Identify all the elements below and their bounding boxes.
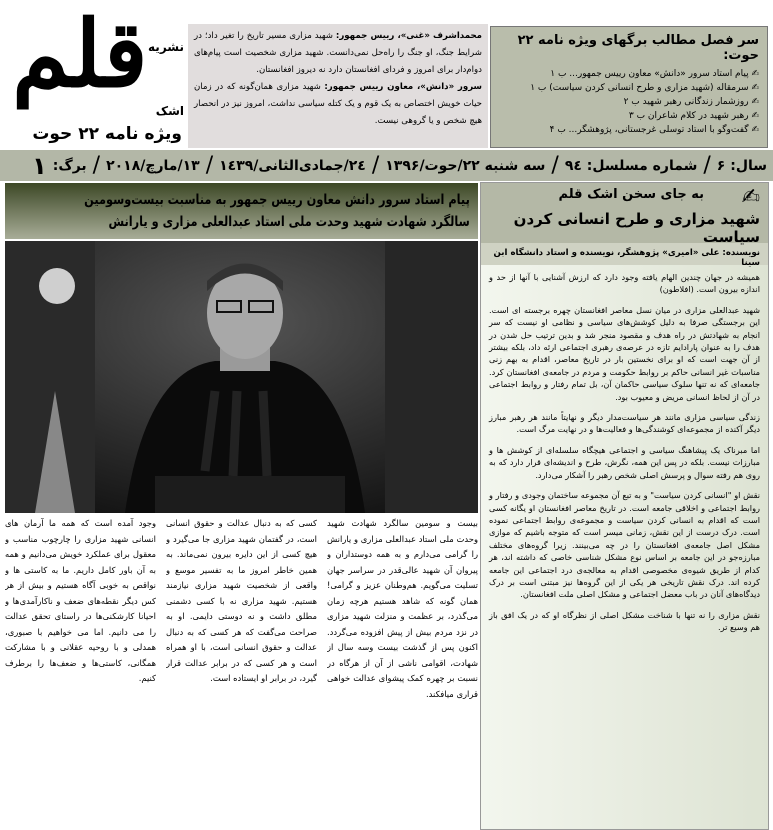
quote-text: شهید مزاری همان‌گونه که در زمان حیات خویش اختصاص به یک قوم و یک کتله سیاسی نداشت، امروز نیز در انحصار هیچ شخص و یا گروهی نیست.	[194, 82, 482, 126]
divider: /	[92, 153, 101, 178]
publication-label: نشریه	[148, 40, 184, 54]
toc-item-label: رهبر شهید در کلام شاعران ب ۳	[628, 111, 749, 121]
divider: /	[703, 153, 711, 178]
article-column: کسی که به دنبال عدالت و حقوق انسانی است، در گفتمان شهید مزاری جا می‌گیرد و هیچ کسی از این دایره بیرون نمی‌ماند. به همین خاطر امروز ما به تفسیر موسع و واقعی از شخصیت شهید مزاری نیازمند هستیم. شهید مزاری نه با کسی دشمنی مطلق داشت و نه دوستی دایمی. او به صراحت می‌گفت که هر کسی که به دنبال عدالت و حقوق انسانی است، با او همراه است و هر کسی که در برابر عدالت قرار گیرد، در برابر او ایستاده است.	[166, 518, 317, 683]
toc-item-label: گفت‌وگو با استاد توسلی غرجستانی، پژوهشگر... ب ۴	[549, 125, 749, 135]
toc-item[interactable]	[499, 123, 759, 137]
toc-item[interactable]	[499, 95, 759, 109]
lead-photo	[5, 241, 478, 513]
pen-icon: ✍	[748, 69, 759, 79]
toc-item[interactable]	[499, 81, 759, 95]
quote	[194, 28, 482, 79]
pen-icon: ✍	[748, 97, 759, 107]
date-lunar: ۲٤/جمادی‌الثانی/۱٤۳۹	[219, 157, 366, 174]
article-column: وجود آمده است که همه ما آرمان های انسانی شهید مزاری را چارچوب مناسب و معقول برای عملکرد خویش می‌دانیم و همه به آن باور کامل داریم. ما به کاستی ها و نواقص به خوبی آگاه هستیم و بیش از هر کس دیگر نقطه‌های ضعف و ناکارآمدی‌ها و احیانا کارشکنی‌ها در راستای تحقق عدالت را می دانیم. اما می خواهیم با صبوری، همدلی و با روحیه عقلانی و با مشارکت همگانی، کاستی‌ها و ضعف‌ها را برطرف کنیم.	[5, 518, 156, 683]
editorial	[480, 182, 769, 830]
divider: /	[551, 153, 559, 178]
date-gregorian: ۱۳/مارچ/۲۰۱۸	[106, 157, 200, 174]
pen-icon: ✍	[748, 125, 759, 135]
editorial-header	[481, 183, 768, 246]
toc-title: سر فصل مطالب برگهای ویژه نامه ۲۲ حوت:	[517, 33, 759, 63]
quote-speaker: محمداشرف «غنی»، رییس جمهور:	[335, 31, 482, 41]
toc-item[interactable]	[499, 67, 759, 81]
paragraph: نقش او "انسانی کردن سیاست" و به تبع آن مجموعه ساختمان وجودی و رفتار و روابط اجتماعی و اخلاقی جامعه است. در تاریخ معاصر افغانستان او یگانه کسی است که اقدام به انسانی کردن سیاست و مجموعه‌ی روابط اجتماعی نموده است. درک درست از این نقش، زمانی میسر است که متوجه باشیم که موازی مشکل اصل جامعه‌ی افغانستان را در چه می‌بینند. زیرا گروه‌های مختلف مبارزه‌جو در این جامعه بر اساس نوع مشکل شناسی خاصی که داشته اند، هر کدام از طریق شیوه‌ی مخصوصی اقدام به معالجه‌ی درد اجتماعی این جامعه کرده اند. درک نقش تاریخی هر یکی از این گروه‌ها نیز مبتنی است بر درک دیدگاه‌های آنان در باب معضل اجتماعی و مشکل اصلی ملت افغانستان.	[489, 490, 760, 600]
special-issue-label: ویژه نامه ۲۲ حوت	[32, 124, 182, 144]
writing-hand-icon: ✍	[741, 185, 760, 210]
paragraph: شهید عبدالعلی مزاری در میان نسل معاصر افغانستان چهره برجسته ای است. این برجستگی صرفا به دلیل کوشش‌های سیاسی و نظامی او نیست که سر انجام به شهادتش در راه هدف و مقصود منجر شد و بدین ترتیب حل شدن در هدف را به عنوان پارادایم تازه در عرصه‌ی رهبری اجتماعی ارئه داد، بلکه بیشتر از آن جهت است که او برای نخستین بار در تاریخ معاصر، اقدام به بهم زنی مناسبات غیر انسانی حاکم بر روابط حکومت و مردم در جامعه‌ی افغانستان کرد. جامعه‌ای که نه تنها سلوک سیاسی حاکمان آن، بل تمام رفتار و روابط اجتماعی در آن از لحاظ انسانی مریض و معیوب بود.	[489, 304, 760, 402]
headline-line: پیام استاد سرور دانش معاون رییس جمهور به مناسبت بیست‌وسومین	[84, 192, 470, 208]
serial-number: شماره مسلسل: ۹٤	[564, 157, 698, 174]
toc-item-label: پیام استاد سرور «دانش» معاون رییس جمهور... ب ۱	[550, 69, 749, 79]
paragraph: اما مبرناک یک پیشاهنگ سیاسی و اجتماعی هیچگاه سلسله‌ای از کوشش ها و مبارزات نیست. بلکه در پس این همه، نگرش، طرح و اندیشه‌ای قرار دارد که به روی هم رفته سوال و پرسش اصلی شخص رهبر را آشکار می‌دارد.	[489, 444, 760, 480]
editorial-kicker: به جای سخن اشک قلم	[558, 187, 704, 202]
editorial-title: شهید مزاری و طرح انسانی کردن سیاست	[513, 210, 760, 246]
pen-icon: ✍	[748, 83, 759, 93]
year: سال: ۶	[716, 157, 767, 174]
toc-item[interactable]	[499, 109, 759, 123]
quotes-box	[188, 24, 488, 148]
logo-prefix: اشک	[155, 104, 184, 118]
quote-text: شهید مزاری مسیر تاریخ را تغیر داد؛ در شرایط جنگ، او جنگ را راه‌حل نمی‌دانست. شهید مزاری شخصیت است پیام‌های دوام‌دار برای امروز و فردای افغانستان دارد نه دیروز افغانستان.	[194, 31, 482, 75]
paragraph: زندگی سیاسی مزاری مانند هر سیاست‌مدار دیگر و نهایتاً مانند هر رهبر مبارز دیگر آکنده از مجموعه‌ای کوشندگی‌ها و فعالیت‌ها و در نهایت مرگ است.	[489, 412, 760, 435]
paragraph: نقش مزاری را نه تنها با شناخت مشکل اصلی از نظرگاه او که در یک افق باز هم وسیع تر.	[489, 609, 760, 633]
divider: /	[371, 153, 380, 178]
headline-line: سالگرد شهادت شهید وحدت ملی استاد عبدالعلی مزاری و یارانش	[108, 214, 470, 230]
lead-headline	[5, 183, 478, 239]
lead-article-columns	[5, 516, 478, 830]
article-column: بیست و سومین سالگرد شهادت شهید وحدت ملی استاد عبدالعلی مزاری و یارانش را گرامی می‌دارم و به همه دوستداران و پیروان آن شهید عالی‌قدر در سراسر جهان تسلیت می‌گویم. هم‌وطنان عزیز و گرامی! همان گونه که شاهد هستیم هرچه زمان می‌گذرد، بر عظمت و منزلت شهید مزاری در نزد مردم بیش از پیش افزوده می‌گردد. اکنون پس از گذشت بیست وسه سال از شهادت، اقوامی ناشی از آن از هرگاه در نسبت بر چهره کمک پیشوای عدالت خواهی قراری میافکند.	[327, 518, 478, 699]
pen-icon: ✍	[748, 111, 759, 121]
paragraph: همیشه در جهان چندین الهام یافته وجود دارد که ارزش آشنایی با آنها از حد و اندازه بیرون است. (افلاطون)	[489, 272, 760, 295]
table-of-contents	[490, 26, 768, 148]
editorial-body	[481, 265, 768, 829]
divider: /	[205, 153, 214, 178]
quote	[194, 79, 482, 130]
page-number: ۱	[32, 151, 47, 180]
editorial-author: نویسنده: علی «امیری» پژوهشگر، نویسنده و استاد دانشگاه ابن سینا	[481, 243, 768, 265]
quote-speaker: سرور «دانش»، معاون رییس جمهور:	[324, 82, 482, 92]
issue-info-bar	[0, 150, 773, 181]
toc-item-label: سرمقاله (شهید مزاری و طرح انسانی کردن سیاست) ب ۱	[530, 83, 749, 93]
date-solar: سه شنبه ۲۲/حوت/۱۳۹۶	[385, 157, 546, 174]
toc-item-label: روزشمار زندگانی رهبر شهید ب ۲	[623, 97, 749, 107]
masthead-logo	[0, 0, 186, 150]
logo-text: قلم	[12, 0, 148, 108]
page-label: برگ:	[52, 157, 87, 174]
